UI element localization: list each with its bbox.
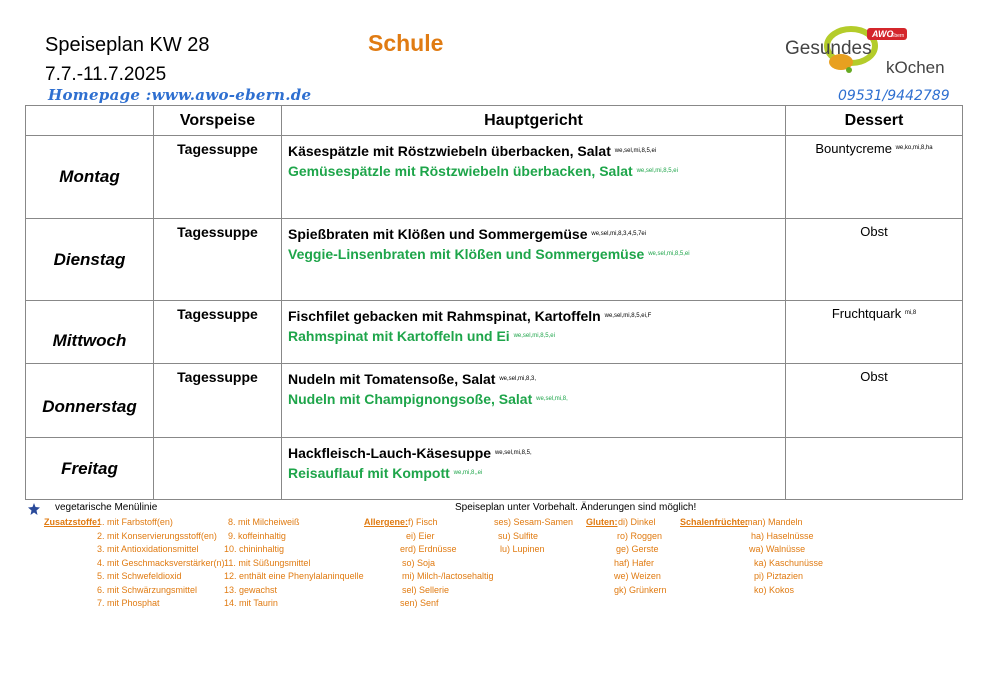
list-item: 8. mit Milcheiweiß <box>228 517 300 527</box>
dessert-cell: Bountycreme $^{we,ko,mi,8,ha}$ <box>786 136 963 219</box>
list-item: 7. mit Phosphat <box>97 598 160 608</box>
main-dish: Spießbraten mit Klößen und Sommergemüse $^{we,sel,mi,8,3,4,5,7ei}$ <box>288 226 647 242</box>
main-cell <box>282 301 786 364</box>
dessert-cell: Obst <box>786 364 963 438</box>
list-item: sen) Senf <box>400 598 439 608</box>
dessert-cell: Fruchtquark $^{mi,8}$ <box>786 301 963 364</box>
list-item: 2. mit Konservierungsstoff(en) <box>97 530 217 541</box>
nuts-title: Schalenfrüchte: <box>680 517 749 527</box>
allergens-list-2 <box>494 516 573 557</box>
dessert-cell <box>786 438 963 500</box>
list-item: ka) Kaschunüsse <box>754 557 824 568</box>
list-item: 3. mit Antioxidationsmittel <box>97 544 199 554</box>
list-item: sel) Sellerie <box>402 584 450 595</box>
column-header-day <box>26 106 154 136</box>
list-item: we) Weizen <box>614 571 661 581</box>
dessert-cell: Obst <box>786 219 963 301</box>
allergens-title: Allergene: <box>364 517 409 527</box>
starter-cell <box>154 438 282 500</box>
list-item: so) Soja <box>402 557 436 568</box>
list-item: di) Dinkel <box>618 517 656 527</box>
list-item: ei) Eier <box>406 530 435 541</box>
list-item: ha) Haselnüsse <box>751 530 814 541</box>
table-row <box>26 364 963 438</box>
list-item: ro) Roggen <box>617 530 663 541</box>
main-cell <box>282 364 786 438</box>
list-item: 9. koffeinhaltig <box>228 530 286 541</box>
starter-cell: Tagessuppe <box>154 301 282 364</box>
school-label: Schule <box>368 30 444 56</box>
list-item: lu) Lupinen <box>500 544 545 554</box>
list-item: 13. gewachst <box>224 584 278 595</box>
page-title: Speiseplan KW 28 <box>45 34 210 56</box>
main-cell <box>282 136 786 219</box>
starter-cell: Tagessuppe <box>154 136 282 219</box>
list-item: ko) Kokos <box>754 584 795 595</box>
additives-list-2 <box>224 516 364 611</box>
list-item: 4. mit Geschmacksverstärker(n) <box>97 557 225 568</box>
vegetarian-legend: vegetarische Menülinie <box>55 502 158 513</box>
menu-table <box>25 105 963 500</box>
list-item: 1. mit Farbstoff(en) <box>97 517 173 527</box>
additives-list-1 <box>97 516 225 611</box>
vegetarian-dish: Nudeln mit Champignongsoße, Salat $^{we,sel,mi,8,}$ <box>288 391 568 407</box>
list-item: ses) Sesam-Samen <box>494 517 574 527</box>
disclaimer-notice: Speiseplan unter Vorbehalt. Änderungen sind möglich! <box>455 502 697 513</box>
list-item: gk) Grünkern <box>614 584 667 595</box>
allergens-list-1-items <box>402 516 494 611</box>
table-header-row <box>26 106 963 136</box>
table-row <box>26 301 963 364</box>
list-item: haf) Hafer <box>614 557 655 568</box>
starter-cell: Tagessuppe <box>154 364 282 438</box>
vegetarian-dish: Gemüsespätzle mit Röstzwiebeln überbacken, Salat $^{we,sel,mi,8,5,ei}$ <box>288 163 678 179</box>
day-cell: Freitag <box>26 438 154 500</box>
starter-cell: Tagessuppe <box>154 219 282 301</box>
list-item: man) Mandeln <box>745 517 803 527</box>
table-row <box>26 219 963 301</box>
date-range: 7.7.-11.7.2025 <box>45 64 167 85</box>
svg-text:Ebern: Ebern <box>891 33 905 39</box>
svg-text:kOchen: kOchen <box>886 58 945 77</box>
list-item: 14. mit Taurin <box>224 598 278 608</box>
list-item: su) Sulfite <box>498 530 539 541</box>
list-item: 11. mit Süßungsmittel <box>224 557 311 568</box>
list-item: mi) Milch-/lactosehaltig <box>402 571 494 581</box>
svg-text:AWO: AWO <box>872 29 894 39</box>
list-item: f) Fisch <box>408 517 438 527</box>
vegetarian-dish: Veggie-Linsenbraten mit Klößen und Sommergemüse $^{we,sel,mi,8,5,ei}$ <box>288 246 690 262</box>
table-row <box>26 438 963 500</box>
day-cell: Donnerstag <box>26 364 154 438</box>
day-cell: Montag <box>26 136 154 219</box>
star-icon <box>28 503 40 515</box>
vegetarian-dish: Rahmspinat mit Kartoffeln und Ei $^{we,sel,mi,8,5,ei}$ <box>288 328 555 344</box>
column-header-main: Hauptgericht <box>282 106 786 136</box>
main-dish: Hackfleisch-Lauch-Käsesuppe $^{we,sel,mi,8,5,}$ <box>288 445 532 461</box>
main-cell <box>282 438 786 500</box>
list-item: 5. mit Schwefeldioxid <box>97 571 182 581</box>
table-row <box>26 136 963 219</box>
list-item: ge) Gerste <box>616 544 659 554</box>
list-item: erd) Erdnüsse <box>400 544 457 554</box>
gluten-list <box>614 516 667 597</box>
day-cell: Dienstag <box>26 219 154 301</box>
main-dish: Nudeln mit Tomatensoße, Salat $^{we,sel,mi,8,3,}$ <box>288 371 537 387</box>
list-item: 12. enthält eine Phenylalaninquelle <box>224 571 364 581</box>
column-header-dessert: Dessert <box>786 106 963 136</box>
gesundes-kochen-logo <box>783 22 963 82</box>
day-cell: Mittwoch <box>26 301 154 364</box>
list-item: 6. mit Schwärzungsmittel <box>97 584 198 595</box>
homepage-link[interactable]: Homepage :www.awo-ebern.de <box>48 86 312 104</box>
list-item: wa) Walnüsse <box>749 544 806 554</box>
phone-number: 09531/9442789 <box>838 88 950 104</box>
main-cell <box>282 219 786 301</box>
gluten-title: Gluten: <box>586 517 618 527</box>
list-item: pi) Piztazien <box>754 571 804 581</box>
main-dish: Käsespätzle mit Röstzwiebeln überbacken, Salat $^{we,sel,mi,8,5,ei}$ <box>288 143 657 159</box>
nuts-list <box>745 516 823 597</box>
additives-title: Zusatzstoffe: <box>44 517 100 527</box>
main-dish: Fischfilet gebacken mit Rahmspinat, Kartoffeln $^{we,sel,mi,8,5,ei,F}$ <box>288 308 652 324</box>
vegetarian-dish: Reisauflauf mit Kompott $^{we,mi,8,,ei}$ <box>288 465 483 481</box>
list-item: 10. chininhaltig <box>224 544 285 554</box>
svg-text:Gesundes: Gesundes <box>785 38 872 59</box>
column-header-starter: Vorspeise <box>154 106 282 136</box>
